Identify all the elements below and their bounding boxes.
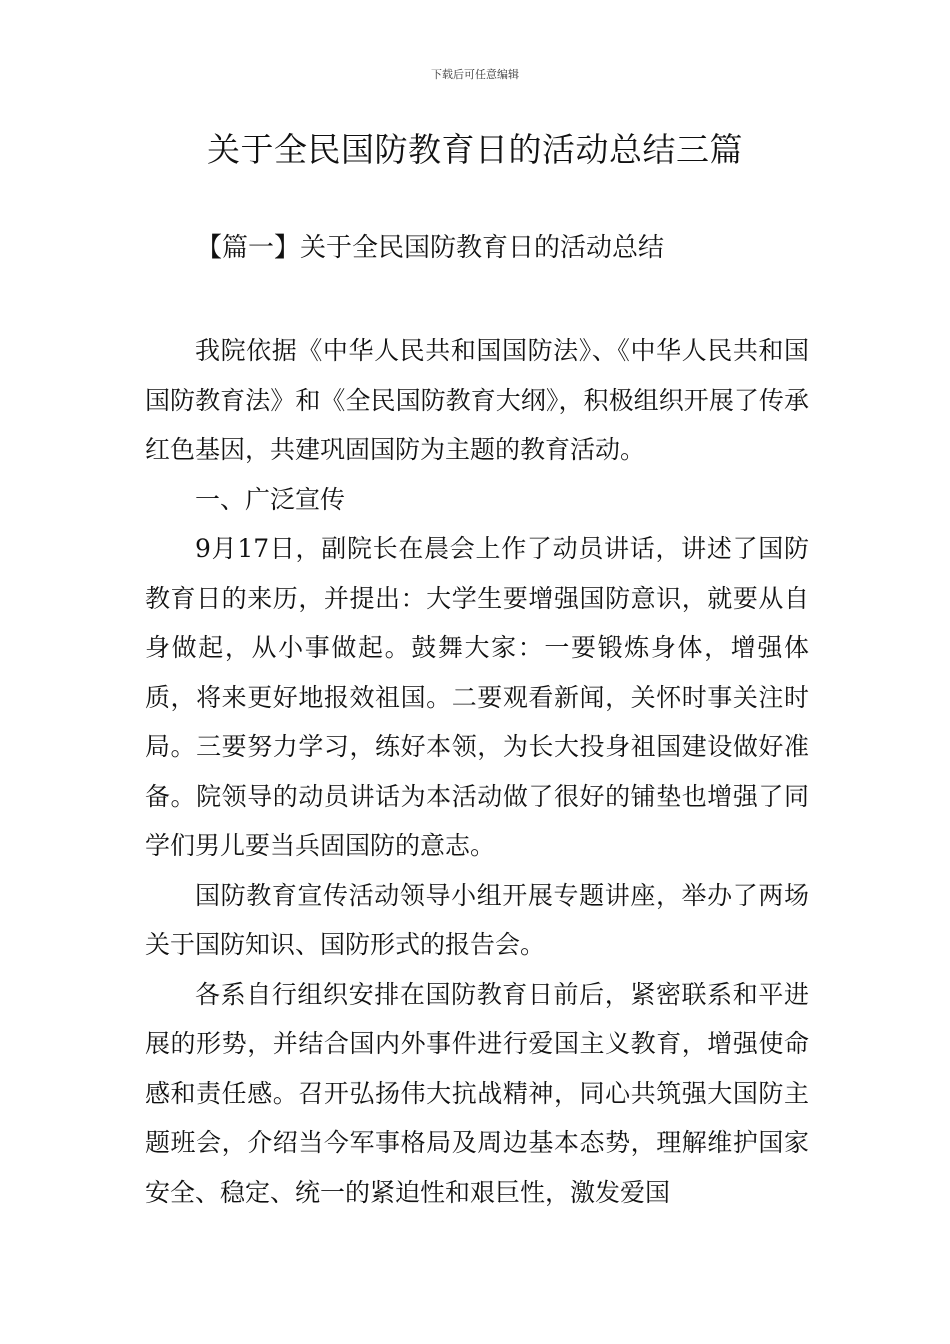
paragraph: 我院依据《中华人民共和国国防法》、《中华人民共和国国防教育法》和《全民国防教育大纲》，积极组织开展了传承红色基因，共建巩固国防为主题的教育活动。 <box>145 336 809 464</box>
paragraph: 各系自行组织安排在国防教育日前后，紧密联系和平进展的形势，并结合国内外事件进行爱国主义教育，增强使命感和责任感。召开弘扬伟大抗战精神，同心共筑强大国防主题班会，介绍当今军事格局及周边基本态势，理解维护国家安全、稳定、统一的紧迫性和艰巨性，激发爱国 <box>145 979 809 1207</box>
header-note: 下载后可任意编辑 <box>431 68 519 81</box>
subheading: 一、广泛宣传 <box>195 484 346 514</box>
document-title: 关于全民国防教育日的活动总结三篇 <box>207 130 743 169</box>
paragraph: 国防教育宣传活动领导小组开展专题讲座，举办了两场关于国防知识、国防形式的报告会。 <box>145 880 809 959</box>
section-heading: 【篇一】关于全民国防教育日的活动总结 <box>196 233 665 263</box>
body-text <box>145 326 809 1217</box>
paragraph: 9月17日，副院长在晨会上作了动员讲话，讲述了国防教育日的来历，并提出：大学生要增强国防意识，就要从自身做起，从小事做起。鼓舞大家：一要锻炼身体，增强体质，将来更好地报效祖国。二要观看新闻，关怀时事关注时局。三要努力学习，练好本领，为长大投身祖国建设做好准备。院领导的动员讲话为本活动做了很好的铺垫也增强了同学们男儿要当兵固国防的意志。 <box>145 534 809 860</box>
